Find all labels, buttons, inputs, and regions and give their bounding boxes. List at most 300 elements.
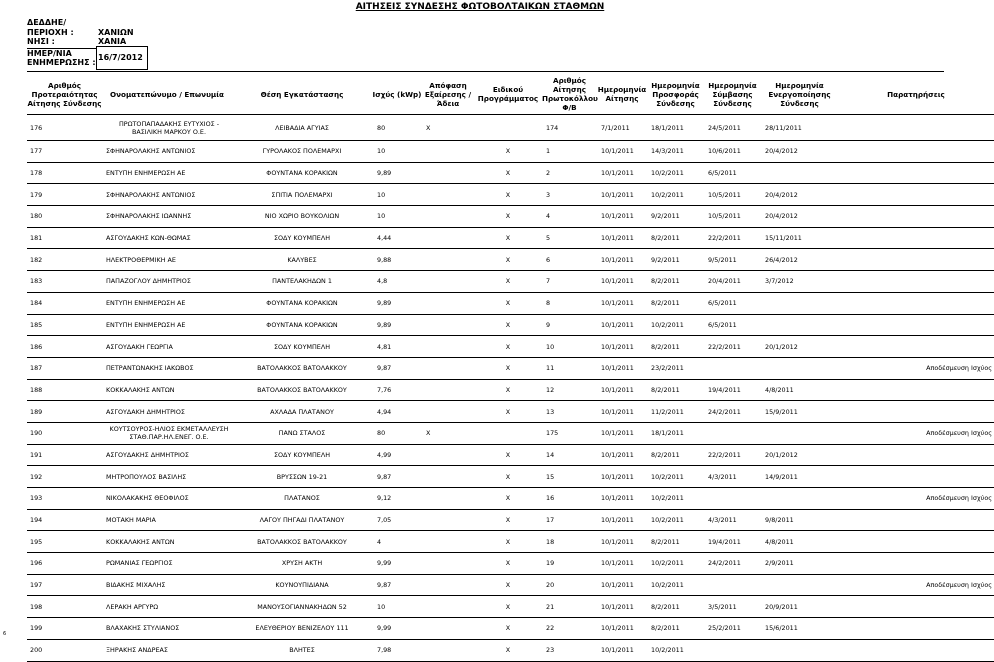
table-row — [27, 271, 994, 293]
cell-location: ΚΑΛΥΒΕΣ — [287, 255, 317, 264]
cell-name: ΕΝΤΥΠΗ ΕΝΗΜΕΡΩΣΗ ΑΕ — [106, 169, 186, 178]
cell-program: Χ — [505, 472, 511, 481]
cell-number: 182 — [30, 255, 43, 264]
table-row — [27, 422, 994, 444]
cell-application-date: 10/1/2011 — [601, 407, 634, 416]
cell-name: ΣΦΗΝΑΡΟΛΑΚΗΣ ΑΝΤΩΝΙΟΣ — [106, 147, 196, 156]
date-value: 16/7/2012 — [98, 53, 143, 62]
cell-number: 192 — [30, 472, 43, 481]
cell-application-date: 10/1/2011 — [601, 234, 634, 243]
cell-activation-date: 15/9/2011 — [765, 407, 798, 416]
table-row — [27, 596, 994, 618]
cell-decision — [422, 509, 474, 531]
cell-number: 176 — [30, 123, 43, 132]
table-row — [27, 184, 994, 206]
cell-protocol: 21 — [546, 602, 555, 611]
cell-number: 188 — [30, 385, 43, 394]
cell-power: 4,8 — [377, 277, 388, 286]
table-row — [27, 379, 994, 401]
cell-program — [474, 115, 542, 141]
col-header-power: Ισχύς (kWp) — [372, 89, 422, 99]
cell-remarks — [838, 206, 994, 228]
cell-decision — [422, 357, 474, 379]
cell-protocol: 11 — [546, 364, 555, 373]
cell-contract-date: 19/4/2011 — [708, 537, 741, 546]
cell-name: ΛΕΡΑΚΗ ΑΡΓΥΡΩ — [106, 602, 159, 611]
cell-contract-date — [704, 488, 761, 510]
cell-remarks — [838, 292, 994, 314]
cell-application-date: 10/1/2011 — [601, 212, 634, 221]
col-header-remarks: Παρατηρήσεις — [887, 89, 945, 99]
cell-offer-date: 23/2/2011 — [651, 364, 684, 373]
cell-remarks — [838, 336, 994, 358]
col-header-offer-date: Ημερομηνία Προσφοράς Σύνδεσης — [651, 80, 700, 108]
col-header-location: Θέση Εγκατάστασης — [260, 89, 344, 99]
cell-power: 7,98 — [377, 646, 392, 655]
cell-program: Χ — [505, 190, 511, 199]
cell-power: 9,87 — [377, 472, 392, 481]
cell-power: 9,87 — [377, 364, 392, 373]
cell-power: 10 — [377, 602, 386, 611]
cell-activation-date — [761, 422, 838, 444]
cell-protocol: 2 — [546, 169, 551, 178]
cell-decision — [422, 401, 474, 423]
date-label-1: ΗΜΕΡ/ΝΙΑ — [27, 49, 72, 58]
cell-power: 9,88 — [377, 255, 392, 264]
table-row — [27, 531, 994, 553]
cell-application-date: 10/1/2011 — [601, 537, 634, 546]
cell-contract-date — [704, 357, 761, 379]
cell-activation-date — [761, 162, 838, 184]
cell-location: ΠΛΑΤΑΝΟΣ — [284, 494, 320, 503]
cell-name: ΑΣΓΟΥΔΑΚΗ ΔΗΜΗΤΡΙΟΣ — [106, 407, 185, 416]
col-header-activation-date: Ημερομηνία Ενεργοποίησης Σύνδεσης — [768, 80, 831, 108]
table-row — [27, 141, 994, 163]
cell-offer-date: 9/2/2011 — [651, 212, 680, 221]
cell-power: 7,76 — [377, 385, 392, 394]
table-row — [27, 488, 994, 510]
cell-decision — [422, 141, 474, 163]
cell-location: ΠΑΝΤΕΛΑΚΗΔΩΝ 1 — [272, 277, 332, 286]
cell-protocol: 5 — [546, 234, 551, 243]
cell-contract-date: 6/5/2011 — [708, 299, 737, 308]
table-row — [27, 509, 994, 531]
cell-contract-date: 24/2/2011 — [708, 407, 741, 416]
table-row — [27, 115, 994, 141]
cell-power: 9,99 — [377, 559, 392, 568]
cell-number: 179 — [30, 190, 43, 199]
cell-application-date: 10/1/2011 — [601, 169, 634, 178]
cell-activation-date: 20/4/2012 — [765, 147, 798, 156]
cell-contract-date — [704, 574, 761, 596]
cell-protocol: 9 — [546, 320, 551, 329]
cell-program: Χ — [505, 169, 511, 178]
cell-activation-date: 9/8/2011 — [765, 516, 794, 525]
cell-number: 189 — [30, 407, 43, 416]
cell-remarks — [838, 509, 994, 531]
cell-remarks — [838, 115, 994, 141]
cell-contract-date: 10/6/2011 — [708, 147, 741, 156]
cell-protocol: 22 — [546, 624, 555, 633]
cell-location: ΝΙΟ ΧΩΡΙΟ ΒΟΥΚΟΛΙΩΝ — [264, 212, 340, 221]
cell-remarks — [838, 618, 994, 640]
cell-program: Χ — [505, 494, 511, 503]
cell-decision — [422, 379, 474, 401]
cell-activation-date: 15/6/2011 — [765, 624, 798, 633]
cell-decision — [422, 574, 474, 596]
cell-activation-date: 20/1/2012 — [765, 342, 798, 351]
cell-name: ΠΑΠΑΖΟΓΛΟΥ ΔΗΜΗΤΡΙΟΣ — [106, 277, 191, 286]
cell-power: 80 — [377, 123, 386, 132]
cell-application-date: 10/1/2011 — [601, 147, 634, 156]
cell-decision — [422, 162, 474, 184]
cell-contract-date: 20/4/2011 — [708, 277, 741, 286]
col-header-application-date: Ημερομηνία Αίτησης — [597, 85, 647, 103]
cell-program: Χ — [505, 537, 511, 546]
cell-number: 196 — [30, 559, 43, 568]
cell-decision — [422, 249, 474, 271]
table-top-rule — [27, 71, 944, 72]
cell-offer-date: 10/2/2011 — [651, 559, 684, 568]
table-row — [27, 292, 994, 314]
cell-power: 9,99 — [377, 624, 392, 633]
cell-remarks — [838, 227, 994, 249]
cell-name: ΑΣΓΟΥΔΑΚΗΣ ΚΩΝ-ΘΩΜΑΣ — [106, 234, 191, 243]
cell-name: ΑΣΓΟΥΔΑΚΗΣ ΔΗΜΗΤΡΙΟΣ — [106, 450, 189, 459]
cell-location: ΒΑΤΟΛΑΚΚΟΣ ΒΑΤΟΛΑΚΚΟΥ — [257, 385, 347, 394]
cell-program: Χ — [505, 559, 511, 568]
table-row — [27, 574, 994, 596]
cell-location: ΕΛΕΥΘΕΡΙΟΥ ΒΕΝΙΖΕΛΟΥ 111 — [255, 624, 349, 633]
cell-name: ΒΙΔΑΚΗΣ ΜΙΧΑΛΗΣ — [106, 581, 166, 590]
cell-application-date: 10/1/2011 — [601, 494, 634, 503]
cell-offer-date: 10/2/2011 — [651, 169, 684, 178]
cell-offer-date: 10/2/2011 — [651, 516, 684, 525]
cell-location: ΛΕΙΒΑΔΙΑ ΑΓΥΙΑΣ — [275, 123, 329, 132]
table-row — [27, 249, 994, 271]
cell-contract-date: 19/4/2011 — [708, 385, 741, 394]
cell-number: 199 — [30, 624, 43, 633]
cell-activation-date: 3/7/2012 — [765, 277, 794, 286]
cell-number: 178 — [30, 169, 43, 178]
cell-program: Χ — [505, 255, 511, 264]
cell-program: Χ — [505, 624, 511, 633]
cell-activation-date: 4/8/2011 — [765, 537, 794, 546]
col-header-decision: Απόφαση Εξαίρεσης / Άδεια — [424, 80, 472, 108]
cell-remarks — [838, 184, 994, 206]
cell-number: 187 — [30, 364, 43, 373]
cell-name: ΜΟΤΑΚΗ ΜΑΡΙΑ — [106, 516, 156, 525]
date-box — [96, 46, 148, 70]
cell-program — [474, 422, 542, 444]
cell-application-date: 10/1/2011 — [601, 602, 634, 611]
cell-protocol: 14 — [546, 450, 555, 459]
cell-location: ΣΠΙΤΙΑ ΠΟΛΕΜΑΡΧΙ — [271, 190, 333, 199]
cell-protocol: 12 — [546, 385, 555, 394]
cell-application-date: 10/1/2011 — [601, 472, 634, 481]
region-value: ΧΑΝΙΩΝ — [98, 27, 134, 37]
cell-offer-date: 8/2/2011 — [651, 450, 680, 459]
cell-contract-date: 6/5/2011 — [708, 169, 737, 178]
cell-offer-date: 14/3/2011 — [651, 147, 684, 156]
cell-decision — [422, 639, 474, 661]
cell-number: 191 — [30, 450, 43, 459]
cell-power: 4,81 — [377, 342, 392, 351]
cell-offer-date: 18/1/2011 — [651, 123, 684, 132]
header-divider — [27, 48, 97, 49]
cell-name: ΕΝΤΥΠΗ ΕΝΗΜΕΡΩΣΗ ΑΕ — [106, 320, 186, 329]
cell-program: Χ — [505, 299, 511, 308]
cell-offer-date: 8/2/2011 — [651, 624, 680, 633]
cell-remarks — [838, 466, 994, 488]
cell-offer-date: 8/2/2011 — [651, 234, 680, 243]
cell-offer-date: 8/2/2011 — [651, 385, 680, 394]
cell-offer-date: 8/2/2011 — [651, 299, 680, 308]
table-row — [27, 162, 994, 184]
cell-program: Χ — [505, 342, 511, 351]
cell-protocol: 23 — [546, 646, 555, 655]
cell-power: 7,05 — [377, 516, 392, 525]
cell-name: ΞΗΡΑΚΗΣ ΑΝΔΡΕΑΣ — [106, 646, 168, 655]
cell-offer-date: 8/2/2011 — [651, 342, 680, 351]
cell-activation-date — [761, 292, 838, 314]
cell-program: Χ — [505, 277, 511, 286]
cell-protocol: 20 — [546, 581, 555, 590]
col-header-name: Ονοματεπώνυμο / Επωνυμία — [110, 89, 224, 99]
col-header-protocol: Αριθμός Αίτησης Πρωτοκόλλου Φ/Β — [542, 76, 598, 112]
cell-location: ΚΟΥΝΟΥΠΙΔΙΑΝΑ — [275, 581, 329, 590]
cell-remarks: Αποδέσμευση Ισχύος — [926, 429, 992, 438]
cell-remarks — [838, 249, 994, 271]
cell-number: 177 — [30, 147, 43, 156]
connections-table — [27, 74, 994, 662]
table-row — [27, 336, 994, 358]
cell-number: 183 — [30, 277, 43, 286]
cell-protocol: 15 — [546, 472, 555, 481]
col-header-contract-date: Ημερομηνία Σύμβασης Σύνδεσης — [708, 80, 757, 108]
cell-protocol: 10 — [546, 342, 555, 351]
cell-application-date: 10/1/2011 — [601, 255, 634, 264]
cell-decision — [422, 488, 474, 510]
cell-location: ΦΟΥΝΤΑΝΑ ΚΟΡΑΚΙΩΝ — [266, 320, 338, 329]
cell-location: ΓΥΡΟΛΑΚΟΣ ΠΟΛΕΜΑΡΧΙ — [262, 147, 342, 156]
cell-protocol: 13 — [546, 407, 555, 416]
cell-application-date: 7/1/2011 — [601, 123, 630, 132]
cell-contract-date: 9/5/2011 — [708, 255, 737, 264]
cell-protocol: 175 — [546, 429, 559, 438]
cell-number: 184 — [30, 299, 43, 308]
cell-remarks: Αποδέσμευση Ισχύος — [926, 364, 992, 373]
cell-offer-date: 10/2/2011 — [651, 472, 684, 481]
table-row — [27, 206, 994, 228]
cell-number: 198 — [30, 602, 43, 611]
cell-contract-date: 10/5/2011 — [708, 190, 741, 199]
cell-power: 10 — [377, 147, 386, 156]
cell-number: 193 — [30, 494, 43, 503]
cell-protocol: 6 — [546, 255, 551, 264]
cell-contract-date: 6/5/2011 — [708, 320, 737, 329]
cell-power: 80 — [377, 429, 386, 438]
cell-number: 180 — [30, 212, 43, 221]
cell-activation-date: 4/8/2011 — [765, 385, 794, 394]
page-title: ΑΙΤΗΣΕΙΣ ΣΥΝΔΕΣΗΣ ΦΩΤΟΒΟΛΤΑΙΚΩΝ ΣΤΑΘΜΩΝ — [355, 2, 605, 12]
cell-name: ΠΕΤΡΑΝΤΩΝΑΚΗΣ ΙΑΚΩΒΟΣ — [106, 364, 194, 373]
cell-offer-date: 8/2/2011 — [651, 602, 680, 611]
cell-contract-date: 3/5/2011 — [708, 602, 737, 611]
cell-offer-date: 10/2/2011 — [651, 494, 684, 503]
col-header-priority: Αριθμός Προτεραιότητας Αίτησης Σύνδεσης — [27, 80, 102, 108]
cell-power: 10 — [377, 190, 386, 199]
cell-remarks — [838, 531, 994, 553]
cell-name: ΡΩΜΑΝΙΑΣ ΓΕΩΡΓΙΟΣ — [106, 559, 173, 568]
cell-activation-date: 26/4/2012 — [765, 255, 798, 264]
island-value: ΧΑΝΙΑ — [98, 37, 127, 46]
cell-number: 200 — [30, 646, 43, 655]
cell-name: ΝΙΚΟΛΑΚΑΚΗΣ ΘΕΟΦΙΛΟΣ — [106, 494, 189, 503]
cell-remarks — [838, 553, 994, 575]
cell-decision — [422, 618, 474, 640]
cell-decision — [422, 444, 474, 466]
cell-program: Χ — [505, 516, 511, 525]
cell-activation-date: 2/9/2011 — [765, 559, 794, 568]
cell-contract-date: 24/5/2011 — [708, 123, 741, 132]
dept-label: ΔΕΔΔΗΕ/ — [27, 18, 67, 27]
cell-application-date: 10/1/2011 — [601, 516, 634, 525]
cell-activation-date — [761, 488, 838, 510]
island-label: ΝΗΣΙ : — [27, 37, 55, 46]
cell-location: ΛΑΓΟΥ ΠΗΓΑΔΙ ΠΛΑΤΑΝΟΥ — [259, 516, 345, 525]
cell-power: 4,44 — [377, 234, 392, 243]
cell-activation-date: 14/9/2011 — [765, 472, 798, 481]
cell-power: 10 — [377, 212, 386, 221]
cell-power: 9,89 — [377, 320, 392, 329]
cell-protocol: 1 — [546, 147, 551, 156]
cell-offer-date: 8/2/2011 — [651, 537, 680, 546]
cell-application-date: 10/1/2011 — [601, 277, 634, 286]
cell-contract-date — [704, 422, 761, 444]
cell-remarks — [838, 141, 994, 163]
cell-offer-date: 8/2/2011 — [651, 277, 680, 286]
cell-power: 4 — [377, 537, 382, 546]
cell-name: ΣΦΗΝΑΡΟΛΑΚΗΣ ΑΝΤΩΝΙΟΣ — [106, 190, 196, 199]
cell-program: Χ — [505, 234, 511, 243]
cell-offer-date: 9/2/2011 — [651, 255, 680, 264]
cell-location: ΧΡΥΣΗ ΑΚΤΗ — [281, 559, 323, 568]
cell-remarks — [838, 314, 994, 336]
cell-protocol: 17 — [546, 516, 555, 525]
cell-activation-date — [761, 314, 838, 336]
cell-program: Χ — [505, 364, 511, 373]
cell-activation-date: 20/4/2012 — [765, 212, 798, 221]
cell-remarks — [838, 444, 994, 466]
cell-remarks: Αποδέσμευση Ισχύος — [926, 494, 992, 503]
cell-location: ΦΟΥΝΤΑΝΑ ΚΟΡΑΚΙΩΝ — [266, 299, 338, 308]
cell-name: ΕΝΤΥΠΗ ΕΝΗΜΕΡΩΣΗ ΑΕ — [106, 299, 186, 308]
cell-power: 4,99 — [377, 450, 392, 459]
cell-program: Χ — [505, 320, 511, 329]
cell-contract-date: 24/2/2011 — [708, 559, 741, 568]
cell-location: ΣΟΔΥ ΚΟΥΜΠΕΛΗ — [273, 234, 331, 243]
cell-location: ΜΑΝΟΥΣΟΓΙΑΝΝΑΚΗΔΩΝ 52 — [257, 602, 347, 611]
cell-location: ΒΑΤΟΛΑΚΚΟΣ ΒΑΤΟΛΑΚΚΟΥ — [257, 364, 347, 373]
region-label: ΠΕΡΙΟΧΗ : — [27, 27, 74, 37]
cell-activation-date: 15/11/2011 — [765, 234, 802, 243]
cell-location: ΒΑΤΟΛΑΚΚΟΣ ΒΑΤΟΛΑΚΚΟΥ — [257, 537, 347, 546]
cell-application-date: 10/1/2011 — [601, 450, 634, 459]
cell-contract-date: 10/5/2011 — [708, 212, 741, 221]
cell-activation-date — [761, 639, 838, 661]
cell-name: ΒΛΑΧΑΚΗΣ ΣΤΥΛΙΑΝΟΣ — [106, 624, 180, 633]
page-number: 6 — [3, 631, 7, 637]
cell-activation-date: 20/1/2012 — [765, 450, 798, 459]
cell-location: ΠΑΝΩ ΣΤΑΛΟΣ — [278, 429, 326, 438]
cell-contract-date: 4/3/2011 — [708, 472, 737, 481]
cell-application-date: 10/1/2011 — [601, 320, 634, 329]
cell-program: Χ — [505, 450, 511, 459]
cell-application-date: 10/1/2011 — [601, 190, 634, 199]
cell-protocol: 8 — [546, 299, 551, 308]
cell-remarks — [838, 162, 994, 184]
cell-name: ΚΟΚΚΑΛΑΚΗΣ ΑΝΤΩΝ — [106, 537, 175, 546]
cell-decision — [422, 206, 474, 228]
cell-decision — [422, 466, 474, 488]
cell-decision — [422, 271, 474, 293]
table-row — [27, 639, 994, 661]
cell-decision — [422, 596, 474, 618]
cell-application-date: 10/1/2011 — [601, 559, 634, 568]
cell-application-date: 10/1/2011 — [601, 342, 634, 351]
cell-location: ΑΧΛΑΔΑ ΠΛΑΤΑΝΟΥ — [270, 407, 334, 416]
cell-protocol: 174 — [546, 123, 559, 132]
cell-protocol: 4 — [546, 212, 551, 221]
date-label-2: ΕΝΗΜΕΡΩΣΗΣ : — [27, 58, 96, 67]
cell-activation-date: 28/11/2011 — [765, 123, 802, 132]
cell-decision: Χ — [426, 123, 431, 132]
cell-remarks — [838, 639, 994, 661]
cell-decision — [422, 531, 474, 553]
cell-protocol: 7 — [546, 277, 551, 286]
cell-protocol: 3 — [546, 190, 551, 199]
cell-location: ΒΛΗΤΕΣ — [289, 646, 315, 655]
cell-program: Χ — [505, 581, 511, 590]
cell-power: 9,89 — [377, 169, 392, 178]
cell-application-date: 10/1/2011 — [601, 646, 634, 655]
cell-activation-date: 20/9/2011 — [765, 602, 798, 611]
cell-contract-date: 22/2/2011 — [708, 234, 741, 243]
cell-offer-date: 18/1/2011 — [651, 429, 684, 438]
cell-location: ΒΡΥΣΣΩΝ 19-21 — [276, 472, 328, 481]
cell-program: Χ — [505, 407, 511, 416]
cell-name: ΜΗΤΡΟΠΟΥΛΟΣ ΒΑΣΙΛΗΣ — [106, 472, 187, 481]
cell-activation-date: 20/4/2012 — [765, 190, 798, 199]
cell-offer-date: 11/2/2011 — [651, 407, 684, 416]
cell-application-date: 10/1/2011 — [601, 624, 634, 633]
cell-name: ΚΟΚΚΑΛΑΚΗΣ ΑΝΤΩΝ — [106, 385, 175, 394]
cell-location: ΣΟΔΥ ΚΟΥΜΠΕΛΗ — [273, 342, 331, 351]
cell-decision — [422, 292, 474, 314]
cell-number: 190 — [30, 429, 43, 438]
cell-decision: Χ — [426, 429, 431, 438]
cell-application-date: 10/1/2011 — [601, 581, 634, 590]
cell-number: 195 — [30, 537, 43, 546]
cell-number: 186 — [30, 342, 43, 351]
cell-decision — [422, 336, 474, 358]
cell-decision — [422, 227, 474, 249]
cell-power: 9,12 — [377, 494, 392, 503]
cell-decision — [422, 553, 474, 575]
cell-application-date: 10/1/2011 — [601, 385, 634, 394]
col-header-program: Ειδικού Προγράμματος — [477, 85, 539, 103]
